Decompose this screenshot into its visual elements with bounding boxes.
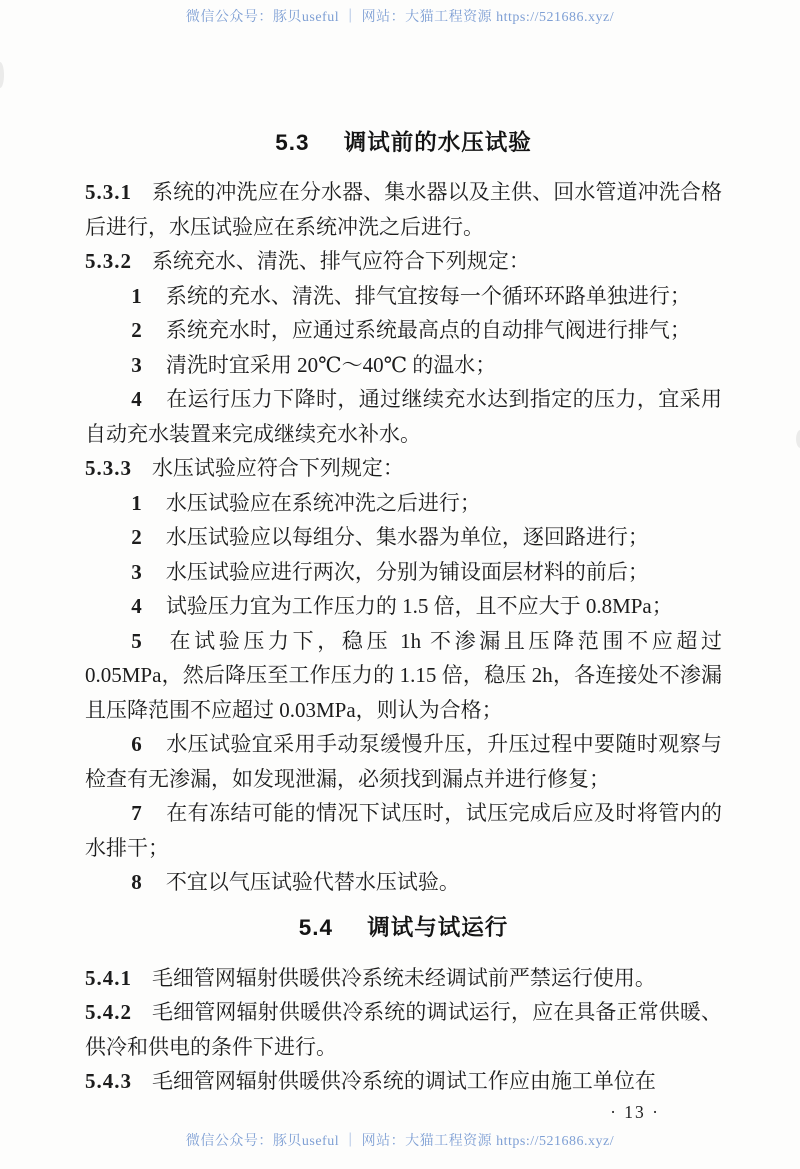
item-number: 4 bbox=[131, 387, 142, 411]
item-number: 5 bbox=[131, 628, 142, 653]
header-watermark-text: 微信公众号：豚贝useful ｜ 网站：大猫工程资源 https://521686.xyz/ bbox=[185, 10, 615, 25]
section-number: 5.3 bbox=[275, 130, 310, 155]
item-number: 8 bbox=[131, 870, 142, 894]
clause-number: 5.3.1 bbox=[85, 180, 132, 204]
item-text: 在试验压力下，稳压 1h 不渗漏且压降范围不应超过 0.05MPa，然后降压至工作压力的 1.15 倍，稳压 2h，各连接处不渗漏且压降范围不应超过 0.03MPa，则认为合格； bbox=[85, 628, 722, 722]
item-text: 清洗时宜采用 20℃～40℃ 的温水； bbox=[165, 352, 497, 377]
clause-5-4-1 bbox=[85, 961, 722, 996]
item-number: 1 bbox=[131, 490, 142, 515]
clause-number: 5.4.2 bbox=[85, 1000, 132, 1024]
clause-text: 毛细管网辐射供暖供冷系统的调试运行，应在具备正常供暖、供冷和供电的条件下进行。 bbox=[85, 1000, 722, 1059]
clause-text: 毛细管网辐射供暖供冷系统未经调试前严禁运行使用。 bbox=[151, 965, 656, 990]
item-text: 水压试验应以每组分、集水器为单位，逐回路进行； bbox=[165, 525, 649, 549]
list-item-5-3-3-3 bbox=[85, 555, 722, 590]
item-number: 1 bbox=[131, 283, 142, 308]
clause-number: 5.3.2 bbox=[85, 249, 132, 273]
item-number: 3 bbox=[131, 352, 142, 377]
list-item-5-3-3-2 bbox=[85, 520, 722, 555]
item-text: 水压试验应进行两次，分别为铺设面层材料的前后； bbox=[165, 559, 649, 584]
list-item-5-3-2-2 bbox=[85, 313, 722, 348]
item-text: 在有冻结可能的情况下试压时，试压完成后应及时将管内的水排干； bbox=[85, 801, 722, 860]
item-number: 2 bbox=[131, 525, 142, 549]
header-watermark bbox=[0, 8, 800, 28]
item-text: 系统充水时，应通过系统最高点的自动排气阀进行排气； bbox=[165, 318, 691, 342]
list-item-5-3-3-5 bbox=[85, 624, 722, 728]
clause-5-3-1 bbox=[85, 175, 722, 244]
item-number: 6 bbox=[131, 732, 142, 756]
item-text: 在运行压力下降时，通过继续充水达到指定的压力，宜采用自动充水装置来完成继续充水补水。 bbox=[85, 387, 722, 446]
list-item-5-3-2-3 bbox=[85, 348, 722, 383]
clause-text: 水压试验应符合下列规定： bbox=[151, 456, 404, 480]
section-title-5-3 bbox=[85, 126, 722, 160]
list-item-5-3-3-1 bbox=[85, 486, 722, 521]
page-content bbox=[0, 28, 800, 1125]
item-text: 试验压力宜为工作压力的 1.5 倍，且不应大于 0.8MPa； bbox=[165, 594, 673, 618]
clause-5-3-3 bbox=[85, 451, 722, 486]
item-number: 7 bbox=[131, 801, 142, 825]
item-text: 水压试验宜采用手动泵缓慢升压，升压过程中要随时观察与检查有无渗漏，如发现泄漏，必须找到漏点并进行修复； bbox=[85, 732, 722, 791]
list-item-5-3-2-4 bbox=[85, 382, 722, 451]
list-item-5-3-3-6 bbox=[85, 727, 722, 796]
clause-5-3-2 bbox=[85, 244, 722, 279]
section-title-5-4 bbox=[85, 911, 722, 945]
list-item-5-3-2-1 bbox=[85, 279, 722, 314]
clause-number: 5.4.3 bbox=[85, 1069, 132, 1093]
item-number: 2 bbox=[131, 318, 142, 342]
list-item-5-3-3-7 bbox=[85, 796, 722, 865]
clause-text: 系统充水、清洗、排气应符合下列规定： bbox=[151, 249, 530, 273]
footer-watermark-text: 微信公众号：豚贝useful ｜ 网站：大猫工程资源 https://521686.xyz/ bbox=[185, 1134, 615, 1149]
clause-number: 5.4.1 bbox=[85, 965, 132, 990]
section-heading-text: 调试前的水压试验 bbox=[343, 130, 532, 155]
item-text: 不宜以气压试验代替水压试验。 bbox=[165, 870, 460, 894]
clause-5-4-2 bbox=[85, 995, 722, 1064]
clause-text: 毛细管网辐射供暖供冷系统的调试工作应由施工单位在 bbox=[151, 1069, 656, 1093]
section-number: 5.4 bbox=[298, 914, 333, 940]
item-number: 4 bbox=[131, 594, 142, 618]
item-text: 系统的充水、清洗、排气宜按每一个循环环路单独进行； bbox=[165, 283, 691, 308]
footer-watermark bbox=[0, 1132, 800, 1152]
clause-number: 5.3.3 bbox=[85, 456, 132, 480]
section-heading-text: 调试与试运行 bbox=[367, 914, 509, 940]
list-item-5-3-3-8 bbox=[85, 865, 722, 900]
page-number: · 13 · bbox=[610, 1101, 660, 1122]
item-number: 3 bbox=[131, 559, 142, 584]
clause-5-4-3 bbox=[85, 1064, 722, 1099]
list-item-5-3-3-4 bbox=[85, 589, 722, 624]
item-text: 水压试验应在系统冲洗之后进行； bbox=[165, 490, 481, 515]
clause-text: 系统的冲洗应在分水器、集水器以及主供、回水管道冲洗合格后进行，水压试验应在系统冲洗之后进行。 bbox=[85, 180, 722, 239]
